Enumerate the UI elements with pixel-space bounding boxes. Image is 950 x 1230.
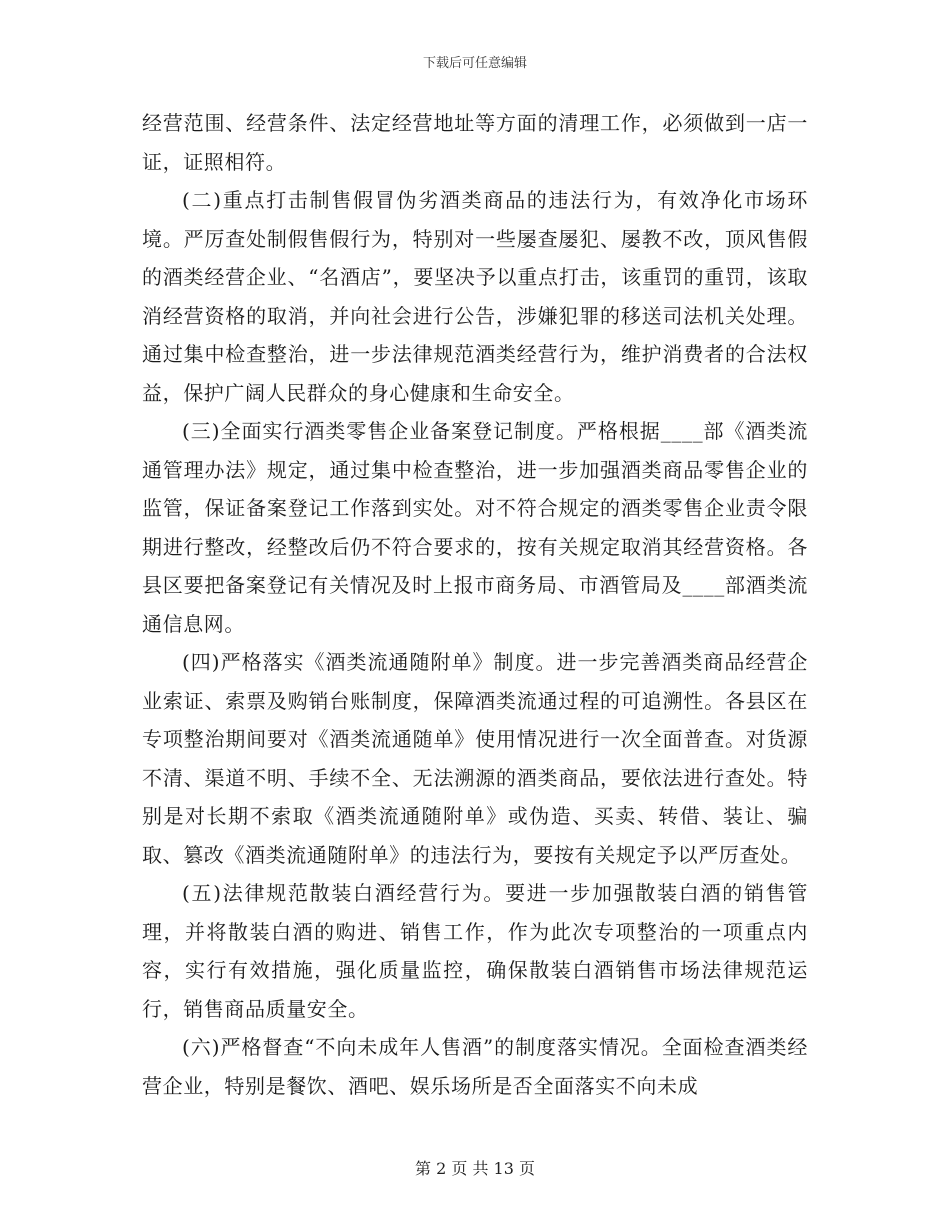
paragraph-section-3: (三)全面实行酒类零售企业备案登记制度。严格根据____部《酒类流通管理办法》规定，通过集中检查整治，进一步加强酒类商品零售企业的监管，保证备案登记工作落到实处。对不符合规定的酒类零售企业责令限期进行整改，经整改后仍不符合要求的，按有关规定取消其经营资格。各县区要把备案登记有关情况及时上报市商务局、市酒管局及____部酒类流通信息网。 <box>142 419 808 636</box>
paragraph-section-6: (六)严格督查“不向未成年人售酒”的制度落实情况。全面检查酒类经营企业，特别是餐饮、酒吧、娱乐场所是否全面落实不向未成 <box>142 1035 808 1098</box>
paragraph-section-5: (五)法律规范散装白酒经营行为。要进一步加强散装白酒的销售管理，并将散装白酒的购进、销售工作，作为此次专项整治的一项重点内容，实行有效措施，强化质量监控，确保散装白酒销售市场法律规范运行，销售商品质量安全。 <box>142 881 808 1021</box>
page-header-note: 下载后可任意编辑 <box>422 56 527 71</box>
paragraph-continued: 经营范围、经营条件、法定经营地址等方面的清理工作，必须做到一店一证，证照相符。 <box>142 111 808 174</box>
paragraph-section-2: (二)重点打击制售假冒伪劣酒类商品的违法行为，有效净化市场环境。严厉查处制假售假行为，特别对一些屡查屡犯、屡教不改，顶风售假的酒类经营企业、“名酒店”，要坚决予以重点打击，该重罚的重罚，该取消经营资格的取消，并向社会进行公告，涉嫌犯罪的移送司法机关处理。通过集中检查整治，进一步法律规范酒类经营行为，维护消费者的合法权益，保护广阔人民群众的身心健康和生命安全。 <box>142 188 808 405</box>
page-number: 第 2 页 共 13 页 <box>415 1159 535 1178</box>
document-body <box>142 104 808 1105</box>
paragraph-section-4: (四)严格落实《酒类流通随附单》制度。进一步完善酒类商品经营企业索证、索票及购销台账制度，保障酒类流通过程的可追溯性。各县区在专项整治期间要对《酒类流通随单》使用情况进行一次全面普查。对货源不清、渠道不明、手续不全、无法溯源的酒类商品，要依法进行查处。特别是对长期不索取《酒类流通随附单》或伪造、买卖、转借、装让、骗取、篡改《酒类流通随附单》的违法行为，要按有关规定予以严厉查处。 <box>142 650 808 867</box>
